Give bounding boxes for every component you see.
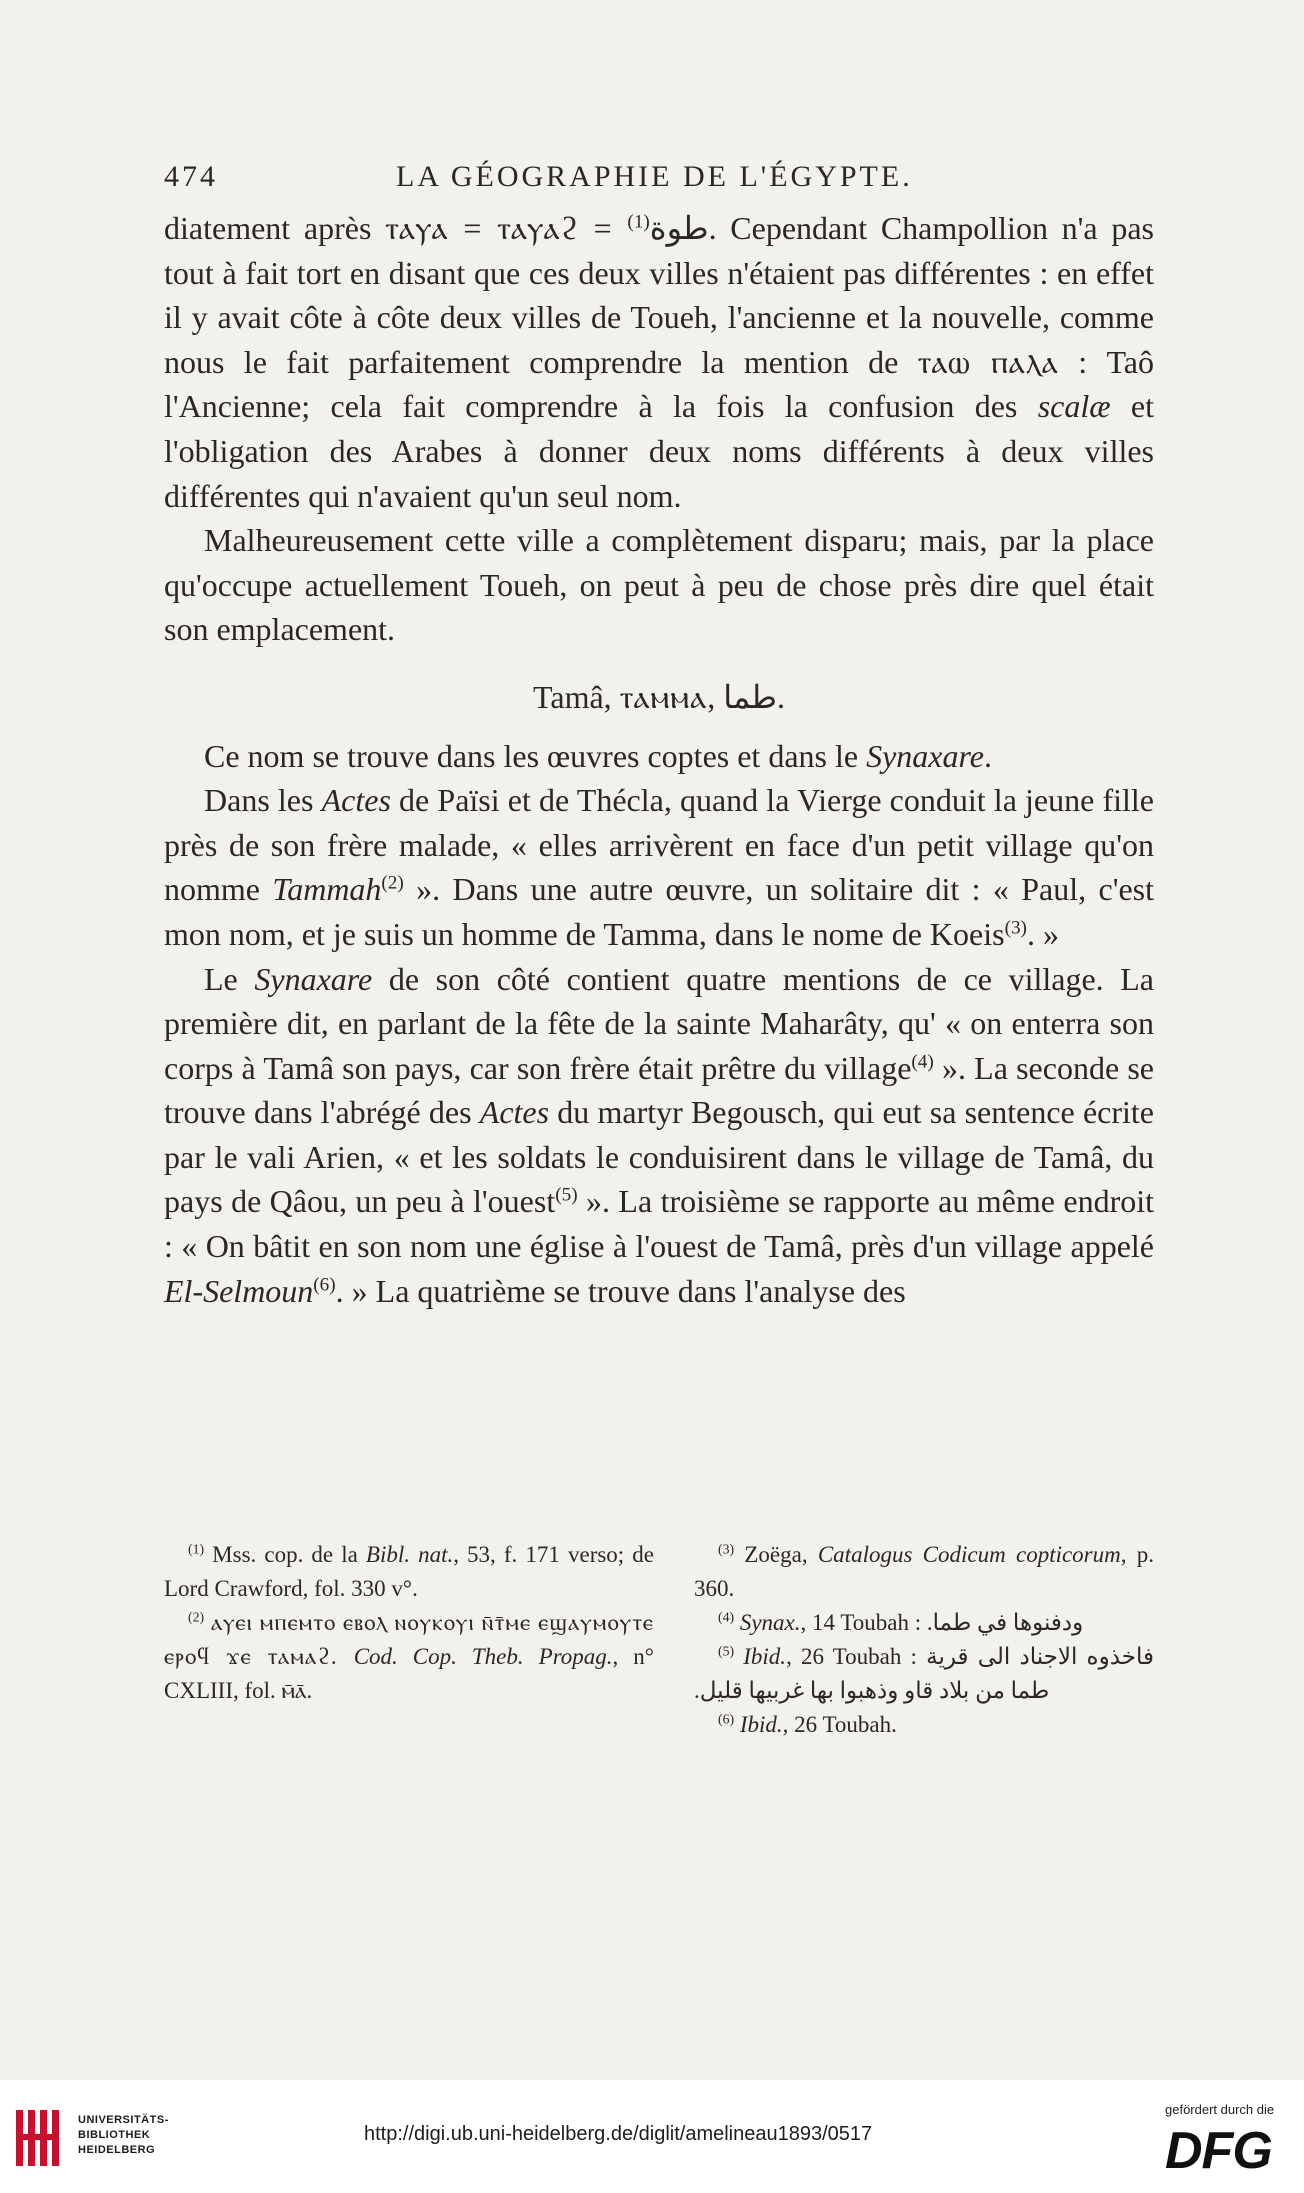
italic-term: scalæ: [1037, 388, 1111, 425]
text-run: Ce nom se trouve dans les œuvres coptes et dans le: [204, 737, 867, 774]
section-heading: [164, 675, 1154, 720]
paragraph-1: [164, 206, 1154, 518]
paragraph-3: [164, 734, 1154, 779]
text-run: diatement après: [164, 210, 386, 246]
text-run: Zoëga,: [734, 1542, 818, 1567]
institution-name: [78, 2113, 169, 2158]
italic-term: El-Selmoun: [164, 1272, 314, 1309]
text-run: de Païsi et de Thécla, quand la Vierge conduit la jeune fille près de son frère malade, « elles arrivèrent en face d'un petit village qu'on nomme: [164, 782, 1155, 908]
footnote-1: [164, 1538, 654, 1606]
coptic-text: ⲁⲩⲉⲓ ⲙⲡⲉⲙⲧⲟ ⲉⲃⲟⲗ ⲛⲟⲩⲕⲟⲩⲓ ⲛ̄ⲧ̄ⲙⲉ ⲉϣⲁⲩⲙⲟⲩⲧⲉ ⲉⲣⲟϥ ϫⲉ ⲧⲁⲙⲁϩ.: [164, 1610, 654, 1669]
footnotes-right-column: [694, 1538, 1154, 1742]
text-run: , 14 Toubah :: [800, 1610, 927, 1635]
paragraph-5: [164, 957, 1154, 1314]
italic-term: Tammah: [272, 871, 382, 908]
footnotes-left-column: [164, 1538, 654, 1708]
running-title: LA GÉOGRAPHIE DE L'ÉGYPTE.: [396, 160, 913, 193]
coptic-text: ⲧⲁⲱ ⲡⲁⲗⲁ: [917, 343, 1059, 380]
text-run: , 26 Toubah :: [786, 1644, 927, 1669]
text-run: . » La quatrième se trouve dans l'analyse des: [335, 1272, 906, 1309]
text-run: : Taô l'Ancienne; cela fait comprendre à la fois la confusion des: [164, 343, 1154, 425]
page-number: 474: [164, 160, 218, 193]
footnote-3: [694, 1538, 1154, 1606]
permalink-url[interactable]: http://digi.ub.uni-heidelberg.de/diglit/amelineau1893/0517: [364, 2123, 873, 2145]
institution-line: HEIDELBERG: [78, 2144, 156, 2156]
arabic-text: ودفنوها في طما.: [926, 1610, 1084, 1635]
dfg-logo[interactable]: DFG: [1165, 2122, 1272, 2180]
text-run: , 26 Toubah.: [782, 1712, 897, 1737]
text-run: , p. 360.: [694, 1542, 1155, 1601]
text-run: . Cependant Champollion n'a pas tout à fait tort en disant que ces deux villes n'étaient pas différentes : en effet il y avait côte à côte deux villes de Toueh, l'ancienne et la nouvelle, comme nous le fait parfaitement comprendre la mention de: [164, 210, 1155, 380]
text-run: de son côté contient quatre mentions de ce village. La première dit, en parlant de la fête de la sainte Maharâty, qu' « on enterra son corps à Tamâ son pays, car son frère était prêtre du village: [164, 960, 1155, 1086]
text-run: Le: [204, 960, 255, 997]
heading-latin: Tamâ,: [533, 678, 620, 715]
arabic-text: طوة: [649, 210, 709, 246]
footnote-mark: (6): [718, 1711, 735, 1727]
text-run: du martyr Begousch, qui eut sa sentence écrite par le vali Arien, « et les soldats le conduisirent dans le village de Tamâ, du pays de Qâou, un peu à l'ouest: [164, 1094, 1155, 1220]
footnote-ref[interactable]: (2): [381, 872, 404, 894]
footnote-ref[interactable]: (3): [1004, 917, 1027, 939]
footnote-ref[interactable]: (1): [627, 211, 650, 233]
text-run: , 53, f. 171 verso; de Lord Crawford, fol. 330 v°.: [164, 1542, 654, 1601]
coptic-text: ⲧⲁⲩⲁ = ⲧⲁⲩⲁϩ =: [385, 210, 628, 246]
footnote-mark: (3): [718, 1541, 735, 1557]
italic-term: Ibid.: [734, 1712, 783, 1737]
italic-term: Synaxare: [866, 737, 984, 774]
footnote-5: [694, 1640, 1154, 1708]
footnote-6: [694, 1708, 1154, 1742]
footnote-ref[interactable]: (6): [313, 1274, 336, 1295]
footnote-mark: (4): [718, 1609, 735, 1625]
funding-caption: gefördert durch die: [1165, 2102, 1275, 2117]
text-run: .: [983, 737, 992, 774]
italic-term: Bibl. nat.: [365, 1542, 454, 1567]
paragraph-2: Malheureusement cette ville a complètement disparu; mais, par la place qu'occupe actuellement Toueh, on peut à peu de chose près dire quel était son emplacement.: [164, 522, 1154, 648]
footnote-ref[interactable]: (5): [555, 1184, 578, 1206]
italic-term: Actes: [321, 782, 391, 819]
italic-term: Cod. Cop. Theb. Propag.: [353, 1644, 613, 1669]
heading-arabic: , طما.: [707, 678, 785, 715]
footnote-mark: (2): [188, 1609, 205, 1625]
text-run: ». Dans une autre œuvre, un solitaire dit : « Paul, c'est mon nom, et je suis un homme de Tamma, dans le nome de Koeis: [164, 871, 1155, 952]
text-run: et l'obligation des Arabes à donner deux noms différents à deux villes différentes qui n'avaient qu'un seul nom.: [164, 388, 1155, 514]
italic-term: Ibid.: [734, 1644, 787, 1669]
text-run: Mss. cop. de la: [204, 1542, 366, 1567]
text-run: . »: [1026, 915, 1059, 952]
text-run: ». La seconde se trouve dans l'abrégé des: [164, 1049, 1155, 1131]
footnote-4: [694, 1606, 1154, 1640]
institution-line: BIBLIOTHEK: [78, 2129, 151, 2141]
university-library-logo-icon[interactable]: [14, 2104, 62, 2174]
heading-coptic: ⲧⲁⲙⲙⲁ: [619, 678, 708, 715]
italic-term: Actes: [479, 1094, 550, 1131]
italic-term: Synaxare: [254, 960, 373, 997]
text-run: ». La troisième se rapporte au même endroit : « On bâtit en son nom une église à l'ouest de Tamâ, près d'un village appelé: [164, 1183, 1155, 1265]
italic-term: Catalogus Codicum copticorum: [817, 1542, 1121, 1567]
institution-line: UNIVERSITÄTS-: [78, 2114, 169, 2126]
arabic-text: فاخذوه الاجناد الى قرية طما من بلاد قاو وذهبوا بها غربيها قليل.: [694, 1644, 1154, 1703]
body-text: [164, 206, 1154, 1313]
footnote-mark: (5): [718, 1643, 735, 1659]
italic-term: Synax.: [734, 1610, 801, 1635]
paragraph-4: [164, 778, 1154, 956]
text-run: , n° CXLIII, fol. ⲙ̄ⲁ̄.: [164, 1644, 655, 1703]
footnote-2: [164, 1606, 654, 1708]
footnote-ref[interactable]: (4): [911, 1051, 934, 1073]
text-run: Dans les: [204, 782, 322, 819]
footnote-mark: (1): [188, 1541, 205, 1557]
